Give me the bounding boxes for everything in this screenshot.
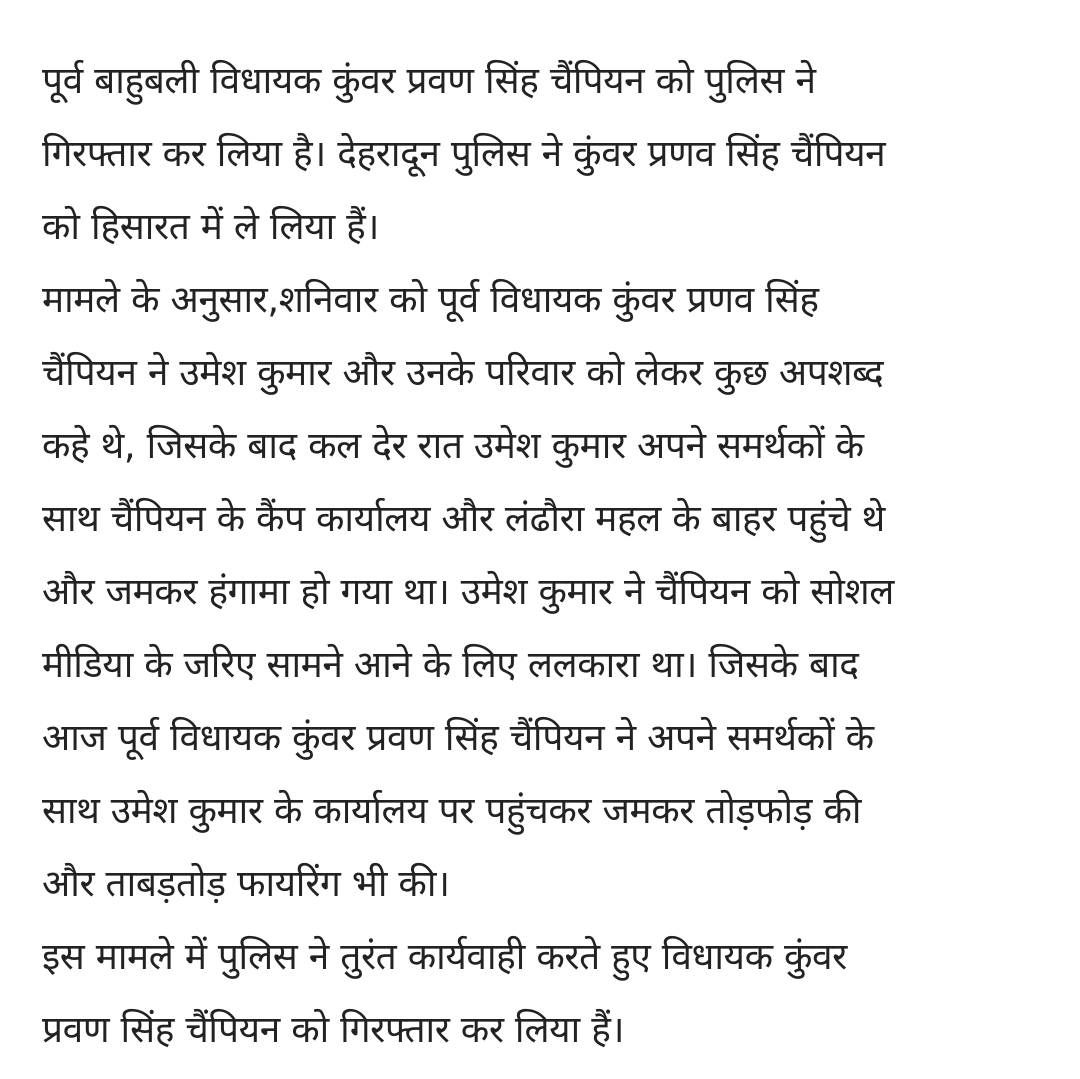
paragraph-1 xyxy=(42,44,1052,263)
paragraph-2 xyxy=(42,263,1052,920)
text-line: आज पूर्व विधायक कुंवर प्रवण सिंह चैंपियन ने अपने समर्थकों के xyxy=(42,716,874,759)
text-line: मीडिया के जरिए सामने आने के लिए ललकारा था। जिसके बाद xyxy=(42,643,859,686)
text-line: प्रवण सिंह चैंपियन को गिरफ्तार कर लिया हैं। xyxy=(42,1008,625,1051)
text-line: साथ उमेश कुमार के कार्यालय पर पहुंचकर जमकर तोड़फोड़ की xyxy=(42,789,862,832)
text-line: और जमकर हंगामा हो गया था। उमेश कुमार ने चैंपियन को सोशल xyxy=(42,570,894,613)
text-line: को हिसारत में ले लिया हैं। xyxy=(42,205,380,248)
text-line: गिरफ्तार कर लिया है। देहरादून पुलिस ने कुंवर प्रणव सिंह चैंपियन xyxy=(42,132,886,175)
article-body xyxy=(42,44,1052,1066)
text-line: इस मामले में पुलिस ने तुरंत कार्यवाही करते हुए विधायक कुंवर xyxy=(42,935,847,978)
text-line: मामले के अनुसार,शनिवार को पूर्व विधायक कुंवर प्रणव सिंह xyxy=(42,278,819,321)
paragraph-3 xyxy=(42,920,1052,1066)
text-line: पूर्व बाहुबली विधायक कुंवर प्रवण सिंह चैंपियन को पुलिस ने xyxy=(42,59,816,102)
text-line: चैंपियन ने उमेश कुमार और उनके परिवार को लेकर कुछ अपशब्द xyxy=(42,351,884,394)
text-line: साथ चैंपियन के कैंप कार्यालय और लंढौरा महल के बाहर पहुंचे थे xyxy=(42,497,885,540)
text-line: कहे थे, जिसके बाद कल देर रात उमेश कुमार अपने समर्थकों के xyxy=(42,424,864,467)
text-line: और ताबड़तोड़ फायरिंग भी की। xyxy=(42,862,450,905)
